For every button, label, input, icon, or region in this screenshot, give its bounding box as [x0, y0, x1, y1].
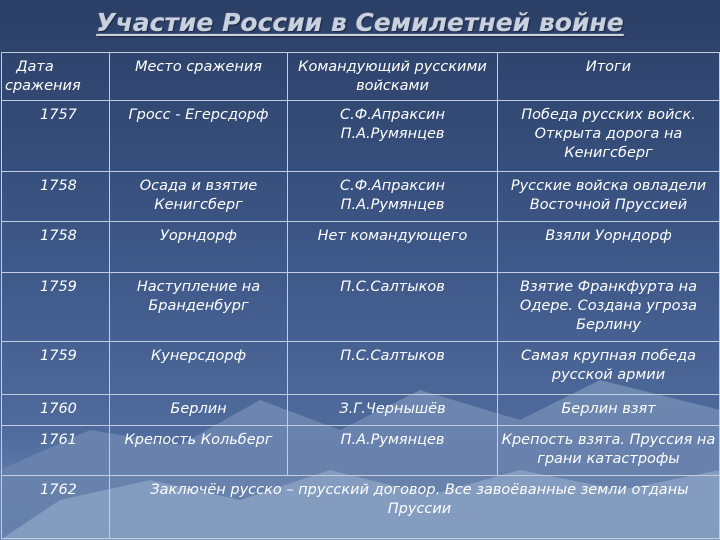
- header-place: Место сражения: [110, 53, 288, 101]
- cell-result: Самая крупная победа русской армии: [498, 342, 720, 395]
- battles-table: [1, 52, 720, 539]
- cell-place: Крепость Кольберг: [110, 426, 288, 476]
- cell-result: Берлин взят: [498, 395, 720, 426]
- header-commander: Командующий русскими войсками: [288, 53, 498, 101]
- cell-place: Осада и взятие Кенигсберг: [110, 172, 288, 222]
- table-row: [2, 273, 720, 342]
- cell-result: Взяли Уорндорф: [498, 222, 720, 273]
- table-row: [2, 222, 720, 273]
- cell-year: 1759: [2, 342, 110, 395]
- cell-place: Наступление на Бранденбург: [110, 273, 288, 342]
- cell-result: Русские войска овладели Восточной Пруссией: [498, 172, 720, 222]
- cell-commander: П.С.Салтыков: [288, 273, 498, 342]
- cell-commander: Нет командующего: [288, 222, 498, 273]
- cell-year: 1761: [2, 426, 110, 476]
- table-header-row: [2, 53, 720, 101]
- cell-place: Кунерсдорф: [110, 342, 288, 395]
- slide-title: Участие России в Семилетней войне: [96, 8, 624, 37]
- cell-place: Берлин: [110, 395, 288, 426]
- table-row: [2, 395, 720, 426]
- cell-year: 1760: [2, 395, 110, 426]
- cell-place: Уорндорф: [110, 222, 288, 273]
- cell-commander: З.Г.Чернышёв: [288, 395, 498, 426]
- table-row: [2, 172, 720, 222]
- cell-commander: С.Ф.Апраксин П.А.Румянцев: [288, 101, 498, 172]
- cell-final-result: Заключён русско – прусский договор. Все завоёванные земли отданы Пруссии: [110, 476, 720, 539]
- cell-year: 1762: [2, 476, 110, 539]
- table-row: [2, 101, 720, 172]
- cell-result: Взятие Франкфурта на Одере. Создана угроза Берлину: [498, 273, 720, 342]
- cell-year: 1759: [2, 273, 110, 342]
- cell-year: 1758: [2, 222, 110, 273]
- cell-commander: П.С.Салтыков: [288, 342, 498, 395]
- cell-result: Победа русских войск. Открыта дорога на Кенигсберг: [498, 101, 720, 172]
- cell-result: Крепость взята. Пруссия на грани катастрофы: [498, 426, 720, 476]
- cell-commander: С.Ф.Апраксин П.А.Румянцев: [288, 172, 498, 222]
- cell-year: 1757: [2, 101, 110, 172]
- table-row-final: [2, 476, 720, 539]
- cell-commander: П.А.Румянцев: [288, 426, 498, 476]
- cell-year: 1758: [2, 172, 110, 222]
- header-result: Итоги: [498, 53, 720, 101]
- table-row: [2, 426, 720, 476]
- header-date: Дата сражения: [2, 53, 110, 101]
- table-row: [2, 342, 720, 395]
- cell-place: Гросс - Егерсдорф: [110, 101, 288, 172]
